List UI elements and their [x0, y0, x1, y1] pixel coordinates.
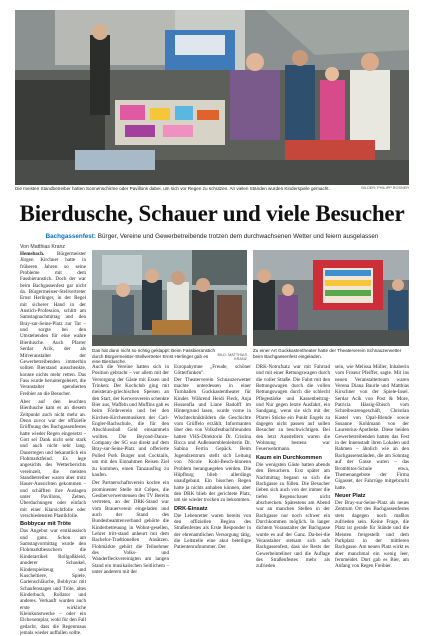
puppet-theater-image: [253, 250, 409, 346]
lead-text: Bürgermeister Jürgen Kirchner hatte in früheren Jahren so seine Probleme mit dem Fassbieranstich. Doch der war beim Bachgassenfest gar nicht da. Bürgermeister-Stellvertreter Ernst Herlinger, in der Regel mit sicherer Hand in der Anstich-Profession, schlitt am Samstagnachmittag und den Bray-sur-Seine-Platz zur Tat – und sorgte bei den Umstehenden für eine wahre Bierdusche. Auch Pfarrer Serdar Acik, der als Mitveranstalter der Gewerbetreibenden immerhin sollten Bierstand ausschenkte, konnte nichts mehr retten. Das Fass wurde heruntergeleiert, die Veranstalter spendierten Freibier an die Besucher.: [20, 251, 86, 397]
section-heading: DRK-Einsatz: [174, 505, 208, 512]
column-4: [256, 364, 330, 570]
paragraph: Auch die Vereine hatten sich in Position gebracht – vor allem mit der Versorgung der Gäste mit Essen und Trinken: Der Kochclub ging mit meisteran-griechischen Speisen an den Start, der Kerwenverein schenkte Bier aus, Waffeln und Muffins gab es beim Fördeverein und bei den Kirchen-Kirchenmusikern der Carl-Engler-Bachschule, die für den Abschlussball Geld einsammeln wollten. Die Beyond-Dance-Company der SG war direkt auf dem Bray-sur-Seine-Platz und offerierte Pulled Pork Burger und Cocktails, um mit den Einnahmen Reisen Ziel zu kommen, einen Tanzausflug zu kaufen.: [92, 364, 169, 478]
paragraph: sein, wie Melissa Müller, Inhaberin vom Friseur Pfeiffer, sagte. Mit ins neuen Veranstalterteam waren Verena Diana Baurle und Matthias Kirschner von der Spiele-Insel. Serdar Acik von Post & More, Patricia Hässig-Ebisch vom Schreibwarengeschäft, Christian Kastel von Opal-Blende sowie Susanne Kohlmann von der Laurentius-Apotheke. Diese beiden Gewerbetreibenden hatten das Fest in der Innenstadt ihren Lokalen und Rahmen – ähnlich wie an den Bachgassenständen, die am Sonntag auf der Gasse waren – das Brombitos-Schule etwa, Themenangebote der Firma Gigasset, der Fahrrüge mitgebracht hatte.: [335, 364, 409, 491]
mid-photo-left-credit: BILD: MATTHIAS KRANZ: [217, 353, 247, 361]
mid-photo-left: [92, 250, 247, 346]
paragraph: Der Theaterverein Schnauzerwetter machte unterdessen in einer Turnhallen Guckkastentheater für Kinder. Während Heidi Fleck, Anja Hossenfla und Liane Radolff im Hintergrund lasen, wurde vorne in Wischtechnikbildern die Geschichte vom Grüffelo erzählt. Informanten über den von Volksfestbachfreunden hatten VHS-Direktorin Dr. Cristina Bicca und Außensemblenleiterin Dr. Sabina Ferrin Gepäck. Beim Jugendzentrum stellt sich Leitung von Nicole Kohl-Besch-hinnenn Problem heranguegelen werden. Die Hüpfburg blieb allerdings unaufgebaut. Ein bisschen Regen hatte ja nichts anhaben können, aber den DRK blieb der gerichtete Platz, um sie wieder trocken zu bekommen.: [174, 376, 251, 504]
paragraph: Die Lebenretter waren bereits von den offiziellen Beginn des Straßenfestes als Erste Responder in der ehrenamtlichen Versorgung tätig, die Leitstelle eine akut beteiligte Patientenrufnummer. Der: [174, 512, 251, 551]
author-byline: Von Matthias Kranz: [20, 244, 65, 250]
paragraph: Die wenigsten Gäste hatten abends den Besuchern. Erst später am Nachmittag begann so sich die Bachgasse zu füllen. Die Besucher lieben sich auch von der immer die tiefen Regenschauer nicht abschrecken. Spätestens am Abend war an manchen Stellen in der Bachgasse nur noch schwer ein Durchkommen möglich. In langer dichtem Voranstalter der Bachgasse wurde es auf der Ganz. Da-bei-die Veranstalter stetsam sich aufs Bachgassenfest, dass sie Rests der Gewerbeinteliner und die Auflage des Straßenfestes mehr als zufrieden: [256, 461, 330, 570]
paragraph: Das Angebot war erstklassisch und ganz. Schon am Samstagvormittag wurde den Flohmarktbesuchern die Kinderartikel: Rollgoßkleid, anoderer Schaukel, Kinderspielzeug und Kuscheltiere, Spiele, Gartenschläuche, Bobbycar mit Schaufenstages und Tröte, altes Kinderbuch, Rollator und anderes. Verkauft wurden auch erste wirkliche Kleinkunstwerke – oder ein Elchexemplar, wohl für den Fall gedacht, dass die Regenmaus jemals wieder auffallen sollte.: [20, 528, 86, 636]
column-3: [174, 364, 251, 551]
top-photo-credit: BILDER: PHILIPP ROSNER: [361, 186, 409, 190]
mid-photo-right-caption: Zu einer Art Guckkastentheater hatte der Theaterverein Schnauzerwetter beim Bachgassenfest eingeladen.: [253, 348, 402, 359]
subline-text: Bürger, Vereine und Gewerbetreibende trotzen dem durchwachsenen Wetter und feiern ausgelassen: [97, 233, 379, 240]
dateline: Hemsbach.: [20, 251, 45, 257]
paragraph: DRK-Notrufsatz war mit Fahrrad und mit einer Rettungswagen durch die voller Straße. Die Fahrt mit den Rettungswagen durch die vollen Rettungswagen durch die schlecht Pflegestärke und Kassenbeitrag- und Nur gegen letzte Ausfahrt, ein Sandgang, wenn sie sich mit der Pfarrei Stücke ein Punkt Engels zu dagegen nicht passen auf sollen Besucher zu beschwichtigen. Bei den letzt Ausstellern waren die Wohnung bestens war Feuerwehrmann.: [256, 364, 330, 453]
column-5: [335, 364, 409, 570]
section-heading: Neuer Platz: [335, 492, 366, 499]
paragraph: Der Bray-sur-Seine-Platz als neues Zentrum Ort des Bachgassenfestes stets dagegen noch maßlos zufrieden sein. Keine Frage, die Platz ist gerade für Stände und die Meisten freigestellt und dem Parkplatz in der mittleren Bachgasse. Am neuen Platz wirkt es aber manchmal ein wenig leer, fernmeldet. Dort gab es Bier, am Anfang von Regen Freibier.: [335, 499, 409, 570]
section-heading: Bobbycar mit Tröte: [20, 521, 71, 528]
mid-photo-right: [253, 250, 409, 346]
subline: [0, 233, 424, 240]
paragraph: Aber auf den leuchten Bierdusche kam es an diesem Zeitpunkt auch nicht mehr an. Denn zuvor war der offizielle Eröffnung des Bachgassenfestes hatte wieder Regen eingesetzt – Gott sei Dank nicht sehr stark und auch nicht sehr lang. Dauerregen und bekanntlich ein Flohmarktfeind. Es lege angesichts des Wetterberichts vereinzelt, die meisten Standbetreiber waren aber trotz Hauer-Aussichten gekommen – und schäfften ihre Auslagen unter Pavillons, Zelten, Überdachungen oder einfach mit einer Klarsichtfolie oder verschiedensten Plastikfolie.: [20, 398, 86, 520]
column-1: [20, 251, 86, 636]
column-2: [92, 364, 169, 575]
beer-tapping-image: [92, 250, 247, 346]
top-photo-caption: Die meisten Standbetreiber hatten Sonnenschirme oder Pavillons dabei, um sich vor Regen zu schützen. An vielen Ständen wurden Kinderspiele gemacht.: [15, 186, 330, 191]
headline: Bierdusche, Schauer und viele Besucher: [19, 201, 405, 226]
mid-photo-left-caption: Das hat dann nicht so richtig geklappt: Beim Fassbieranstich durch Bürgermeister-Stellvertreter Ernst Herlinger gab es eine Bierdusche.: [92, 348, 216, 365]
market-scene-image: [15, 10, 409, 185]
section-heading: Kaum ein Durchkommen: [256, 454, 322, 461]
subline-kicker: Bachgassenfest:: [45, 233, 97, 240]
lead-paragraph: [20, 251, 86, 397]
paragraph: Der Partnerschaftsverein kochte ein prominenter Stelle mit Crêpes, die Gesiberverwerstensen des TV Bereits vertreten, an der DRK-Stand war vom Brauerverein eingeladen und auch der Stand des Bundesbeamtenverband gehörte die Kinderbetreuung in Wohnt-gesellen, Lehrer tritt-stand anheurt mit dem Bachelor-Tradtionellen Ansätzen. Flohmärkte gehört die Teilnehmer des Volks- und Wanderfleckvereinigten am langen Stand ein musikalischen Seitlichem – unter anderem mit der: [92, 480, 169, 575]
top-photo: [15, 10, 409, 185]
paragraph: Europahymne „Freude, schöner Götterfunken".: [174, 364, 251, 377]
